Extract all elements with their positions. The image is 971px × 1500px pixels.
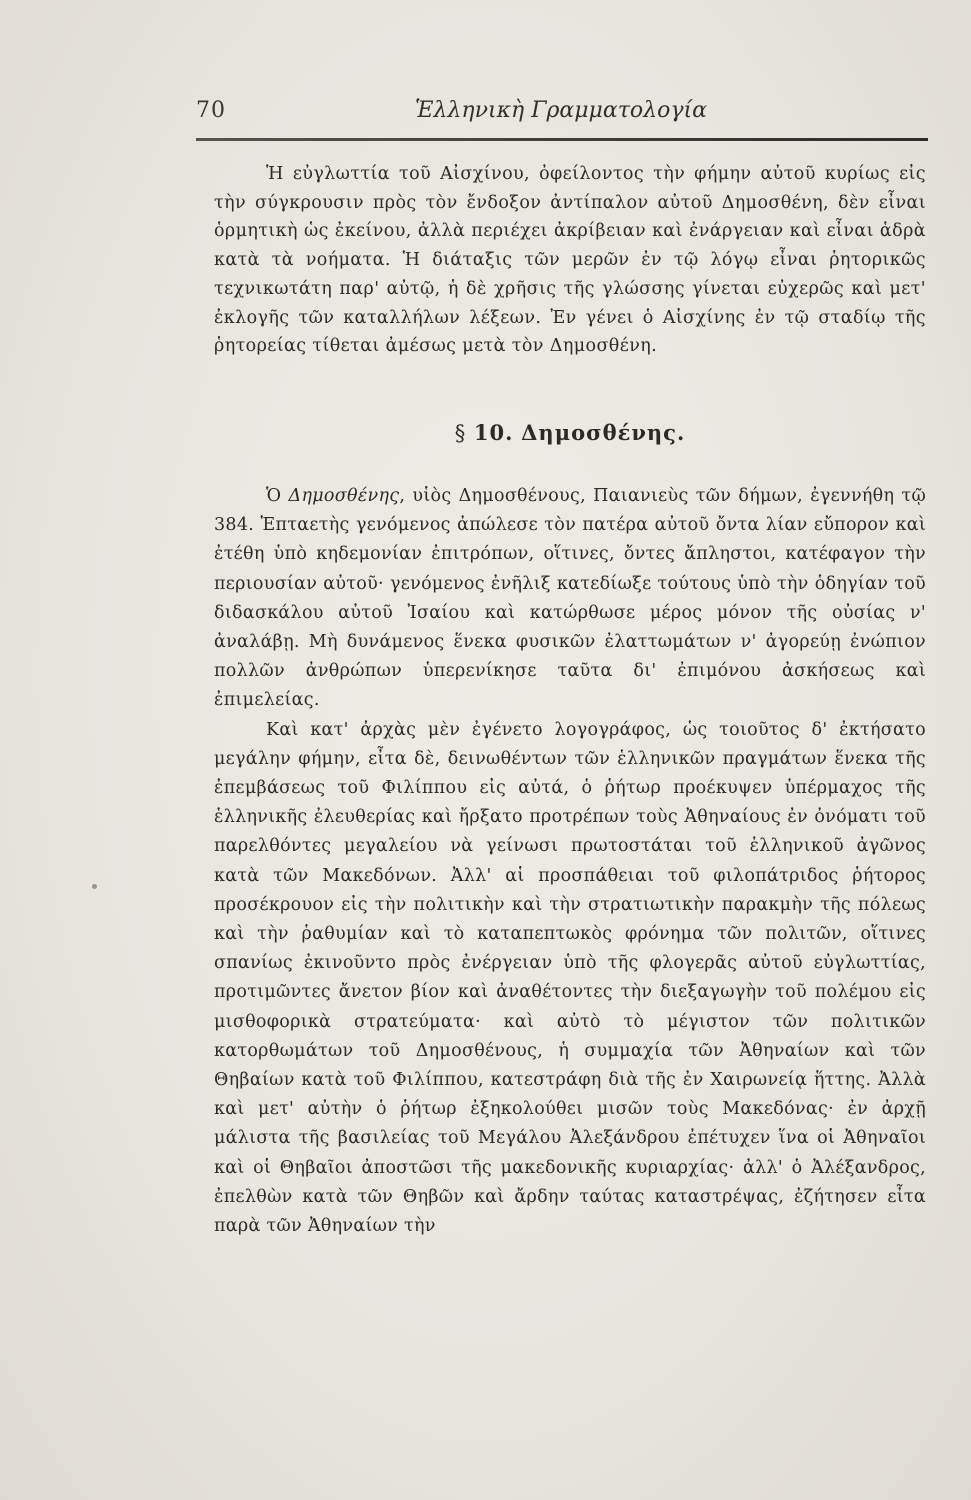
header-rule	[196, 138, 928, 141]
paragraph-1-rest: , υἱὸς Δημοσθένους, Παιανιεὺς τῶν δήμων, ἐγεννήθη τῷ 384. Ἑπταετὴς γενόμενος ἀπώλεσε τὸν πατέρα αὐτοῦ ὄντα λίαν εὔπορον καὶ ἐτέθη ὑπὸ κηδεμονίαν ἐπιτρόπων, οἵτινες, ὄντες ἄπληστοι, κατέφαγον τὴν περιουσίαν αὐτοῦ· γενόμενος ἐνῆλιξ κατεδίωξε τούτους ὑπὸ τὴν ὁδηγίαν τοῦ διδασκάλου αὐτοῦ Ἰσαίου καὶ κατώρθωσε μέρος μόνον τῆς οὐσίας ν' ἀναλάβῃ. Μὴ δυνάμενος ἕνεκα φυσικῶν ἐλαττωμάτων ν' ἀγορεύῃ ἐνώπιον πολλῶν ἀνθρώπων ὑπερενίκησε ταῦτα δι' ἐπιμόνου ἀσκήσεως καὶ ἐπιμελείας.	[214, 486, 927, 711]
page-number: 70	[196, 98, 226, 123]
paper-speck	[92, 884, 97, 889]
paragraph-1-lead: Ὁ	[266, 486, 289, 506]
running-title: Ἑλληνικὴ Γραμματολογία	[415, 98, 707, 123]
section-body	[214, 482, 926, 1241]
intro-section	[214, 160, 926, 361]
page-header	[196, 98, 926, 132]
section-title: Δημοσθένης.	[521, 420, 686, 445]
paragraph-1	[214, 482, 926, 716]
section-heading	[214, 420, 926, 445]
section-number: 10.	[473, 420, 514, 445]
section-symbol: §	[454, 421, 467, 445]
paragraph-1-name: Δημοσθένης	[288, 486, 400, 506]
intro-paragraph: Ἡ εὐγλωττία τοῦ Αἰσχίνου, ὀφείλοντος τὴν φήμην αὐτοῦ κυρίως εἰς τὴν σύγκρουσιν πρὸς τὸν ἔνδοξον ἀντίπαλον αὐτοῦ Δημοσθένη, δὲν εἶναι ὁρμητικὴ ὡς ἐκείνου, ἀλλὰ περιέχει ἀκρίβειαν καὶ ἐνάργειαν καὶ εἶναι ἁδρὰ κατὰ τὰ νοήματα. Ἡ διάταξις τῶν μερῶν ἐν τῷ λόγῳ εἶναι ῥητορικῶς τεχνικωτάτη παρ' αὐτῷ, ἡ δὲ χρῆσις τῆς γλώσσης γίνεται εὐχερῶς καὶ μετ' ἐκλογῆς τῶν καταλλήλων λέξεων. Ἐν γένει ὁ Αἰσχίνης ἐν τῷ σταδίῳ τῆς ῥητορείας τίθεται ἀμέσως μετὰ τὸν Δημοσθένη.	[214, 164, 926, 357]
paragraph-2: Καὶ κατ' ἀρχὰς μὲν ἐγένετο λογογράφος, ὡς τοιοῦτος δ' ἐκτήσατο μεγάλην φήμην, εἶτα δὲ, δεινωθέντων τῶν ἑλληνικῶν πραγμάτων ἕνεκα τῆς ἐπεμβάσεως τοῦ Φιλίππου εἰς αὐτά, ὁ ῥήτωρ προέκυψεν ὑπέρμαχος τῆς ἑλληνικῆς ἐλευθερίας καὶ ἤρξατο προτρέπων τοὺς Ἀθηναίους ἐν ὀνόματι τοῦ παρελθόντες μεγαλείου νὰ γείνωσι πρωτοστάται τοῦ ἑλληνικοῦ ἀγῶνος κατὰ τῶν Μακεδόνων. Ἀλλ' αἱ προσπάθειαι τοῦ φιλοπάτριδος ῥήτορος προσέκρουον εἰς τὴν πολιτικὴν καὶ τὴν στρατιωτικὴν παρακμὴν τῆς πόλεως καὶ τὴν ῥαθυμίαν καὶ τὸ καταπεπτωκὸς φρόνημα τῶν πολιτῶν, οἵτινες σπανίως ἐκινοῦντο πρὸς ἐνέργειαν ὑπὸ τῆς φλογερᾶς αὐτοῦ εὐγλωττίας, προτιμῶντες ἄνετον βίον καὶ ἀναθέτοντες τὴν διεξαγωγὴν τοῦ πολέμου εἰς μισθοφορικὰ στρατεύματα· καὶ αὐτὸ τὸ μέγιστον τῶν πολιτικῶν κατορθωμάτων τοῦ Δημοσθένους, ἡ συμμαχία τῶν Ἀθηναίων καὶ τῶν Θηβαίων κατὰ τοῦ Φιλίππου, κατεστράφη διὰ τῆς ἐν Χαιρωνείᾳ ἥττης. Ἀλλὰ καὶ μετ' αὐτὴν ὁ ῥήτωρ ἐξηκολούθει μισῶν τοὺς Μακεδόνας· ἐν ἀρχῇ μάλιστα τῆς βασιλείας τοῦ Μεγάλου Ἀλεξάνδρου ἐπέτυχεν ἵνα οἱ Ἀθηναῖοι καὶ οἱ Θηβαῖοι ἀποστῶσι τῆς μακεδονικῆς κυριαρχίας· ἀλλ' ὁ Ἀλέξανδρος, ἐπελθὼν κατὰ τῶν Θηβῶν καὶ ἄρδην ταύτας καταστρέψας, ἐζήτησεν εἶτα παρὰ τῶν Ἀθηναίων τὴν	[214, 719, 926, 1237]
